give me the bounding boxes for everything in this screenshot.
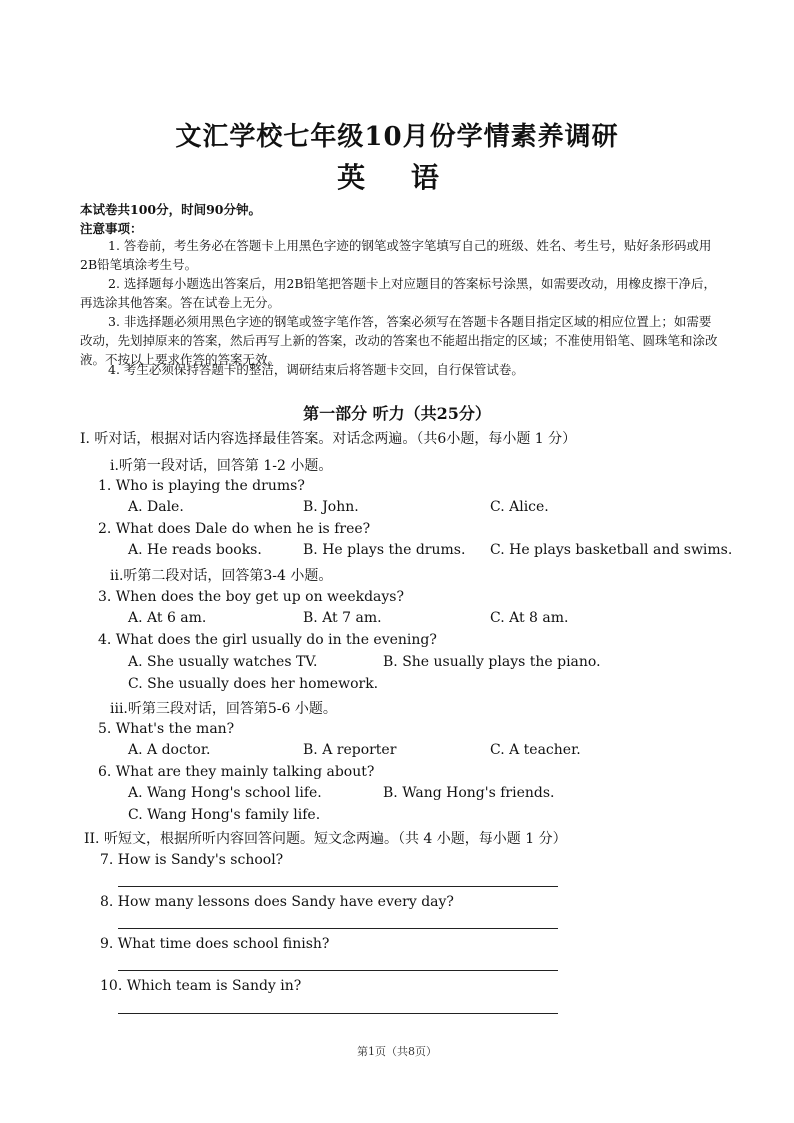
q3-option-b: B. At 7 am. [303, 610, 382, 626]
answer-line-8 [118, 928, 558, 929]
q5-option-a: A. A doctor. [128, 742, 211, 758]
part-2-heading: II. 听短文，根据所听内容回答问题。短文念两遍。（共 4 小题，每小题 1 分） [84, 831, 567, 847]
question-7: 7. How is Sandy's school? [100, 852, 284, 868]
q2-option-c: C. He plays basketball and swims. [490, 542, 733, 558]
answer-line-7 [118, 886, 558, 887]
subsection-i: i.听第一段对话，回答第 1-2 小题。 [110, 458, 333, 474]
q6-option-a: A. Wang Hong's school life. [128, 785, 322, 801]
question-1: 1. Who is playing the drums? [98, 478, 305, 494]
q1-option-c: C. Alice. [490, 499, 549, 515]
q4-option-b: B. She usually plays the piano. [383, 654, 601, 670]
part-1-heading: I. 听对话，根据对话内容选择最佳答案。对话念两遍。（共6小题，每小题 1 分） [80, 431, 577, 447]
note-3: 3. 非选择题必须用黑色字迹的钢笔或签字笔作答，答案必须写在答题卡各题目指定区域的相应位置上；如需要改动，先划掉原来的答案，然后再写上新的答案，改动的答案也不能超出指定的区域；不准使用铅笔、圆珠笔和涂改液。不按以上要求作答的答案无效。 [80, 314, 718, 367]
subsection-iii: iii.听第三段对话，回答第5-6 小题。 [110, 701, 337, 717]
q4-option-a: A. She usually watches TV. [128, 654, 318, 670]
q6-option-b: B. Wang Hong's friends. [383, 785, 555, 801]
exam-intro: 本试卷共100分，时间90分钟。 [80, 202, 261, 217]
note-4: 4. 考生必须保持答题卡的整洁，调研结束后将答题卡交回，自行保管试卷。 [108, 362, 524, 377]
question-5: 5. What's the man? [98, 721, 235, 737]
notes-heading: 注意事项： [80, 221, 143, 236]
note-2: 2. 选择题每小题选出答案后，用2B铅笔把答题卡上对应题目的答案标号涂黑，如需要改动，用橡皮擦干净后，再选涂其他答案。答在试卷上无分。 [80, 276, 717, 310]
q2-option-a: A. He reads books. [128, 542, 262, 558]
answer-line-10 [118, 1013, 558, 1014]
question-4: 4. What does the girl usually do in the evening? [98, 632, 437, 648]
question-2: 2. What does Dale do when he is free? [98, 521, 371, 537]
q6-option-c: C. Wang Hong's family life. [128, 807, 321, 823]
q5-option-c: C. A teacher. [490, 742, 581, 758]
q5-option-b: B. A reporter [303, 742, 397, 758]
q1-option-a: A. Dale. [128, 499, 184, 515]
answer-line-9 [118, 970, 558, 971]
question-9: 9. What time does school finish? [100, 936, 330, 952]
question-10: 10. Which team is Sandy in? [100, 978, 302, 994]
q4-option-c: C. She usually does her homework. [128, 676, 379, 692]
question-6: 6. What are they mainly talking about? [98, 764, 375, 780]
q3-option-c: C. At 8 am. [490, 610, 569, 626]
question-8: 8. How many lessons does Sandy have every day? [100, 894, 454, 910]
section-title: 第一部分 听力（共25分） [303, 404, 491, 423]
q3-option-a: A. At 6 am. [128, 610, 207, 626]
question-3: 3. When does the boy get up on weekdays? [98, 589, 404, 605]
subject-title: 英 语 [337, 161, 457, 194]
q2-option-b: B. He plays the drums. [303, 542, 466, 558]
exam-title: 文汇学校七年级10月份学情素养调研 [175, 122, 619, 152]
page-number: 第1页（共8页） [357, 1045, 437, 1058]
q1-option-b: B. John. [303, 499, 359, 515]
note-1: 1. 答卷前，考生务必在答题卡上用黑色字迹的钢笔或签字笔填写自己的班级、姓名、考生号，贴好条形码或用2B铅笔填涂考生号。 [80, 238, 712, 272]
subsection-ii: ii.听第二段对话，回答第3-4 小题。 [110, 568, 333, 584]
